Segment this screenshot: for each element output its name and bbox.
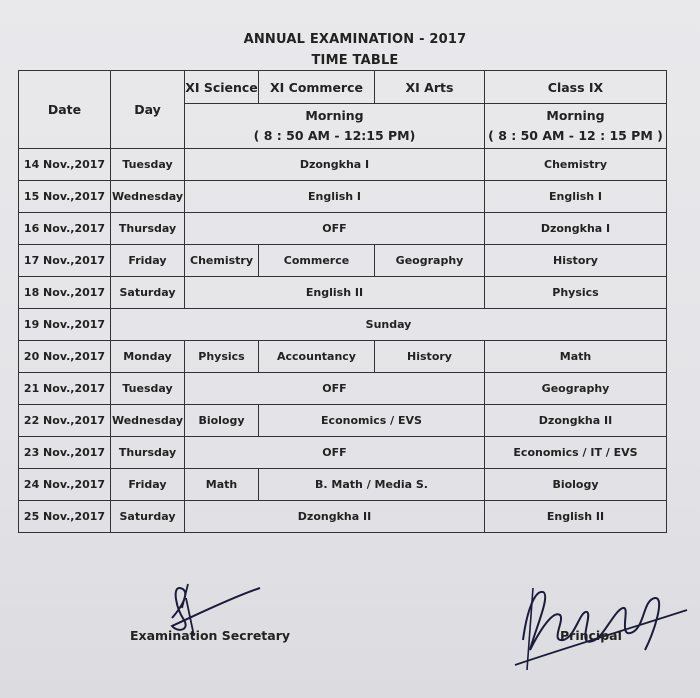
day-cell: Wednesday [111, 181, 185, 213]
day-cell: Friday [111, 469, 185, 501]
session-xi-time: ( 8 : 50 AM - 12:15 PM) [253, 128, 416, 143]
table-row [19, 469, 667, 501]
time-table [18, 70, 667, 533]
table-row [19, 149, 667, 181]
document-subtitle: TIME TABLE [311, 53, 399, 68]
holiday-cell: Sunday [111, 309, 667, 341]
ix-subject-cell: Math [485, 341, 667, 373]
arts-subject-cell: Geography [375, 245, 485, 277]
table-row [19, 501, 667, 533]
day-cell: Thursday [111, 213, 185, 245]
ix-subject-cell: History [485, 245, 667, 277]
science-subject-cell: Biology [185, 405, 259, 437]
date-cell: 16 Nov.,2017 [19, 213, 111, 245]
day-cell: Saturday [111, 501, 185, 533]
header-day: Day [111, 71, 185, 149]
commerce-subject-cell: Accountancy [259, 341, 375, 373]
date-cell: 23 Nov.,2017 [19, 437, 111, 469]
principal-signature [505, 570, 695, 680]
table-row [19, 437, 667, 469]
science-subject-cell: Chemistry [185, 245, 259, 277]
date-cell: 15 Nov.,2017 [19, 181, 111, 213]
xi-subject-cell: English II [185, 277, 485, 309]
ix-subject-cell: Geography [485, 373, 667, 405]
day-cell: Monday [111, 341, 185, 373]
date-cell: 21 Nov.,2017 [19, 373, 111, 405]
day-cell: Tuesday [111, 373, 185, 405]
principal-label: Principal [560, 628, 622, 643]
secretary-label: Examination Secretary [130, 628, 291, 643]
day-cell: Friday [111, 245, 185, 277]
date-cell: 19 Nov.,2017 [19, 309, 111, 341]
ix-subject-cell: English I [485, 181, 667, 213]
ix-subject-cell: Economics / IT / EVS [485, 437, 667, 469]
science-subject-cell: Math [185, 469, 259, 501]
date-cell: 25 Nov.,2017 [19, 501, 111, 533]
xi-subject-cell: Dzongkha II [185, 501, 485, 533]
day-cell: Saturday [111, 277, 185, 309]
ix-subject-cell: Biology [485, 469, 667, 501]
date-cell: 14 Nov.,2017 [19, 149, 111, 181]
table-row [19, 277, 667, 309]
xi-subject-cell: OFF [185, 437, 485, 469]
header-class-ix: Class IX [485, 71, 667, 104]
commerce-subject-cell: Commerce [259, 245, 375, 277]
xi-subject-cell: OFF [185, 213, 485, 245]
header-xi-commerce: XI Commerce [259, 71, 375, 104]
ix-subject-cell: Chemistry [485, 149, 667, 181]
table-row [19, 309, 667, 341]
header-xi-arts: XI Arts [375, 71, 485, 104]
xi-subject-cell: English I [185, 181, 485, 213]
table-row [19, 245, 667, 277]
date-cell: 17 Nov.,2017 [19, 245, 111, 277]
date-cell: 18 Nov.,2017 [19, 277, 111, 309]
xi-subject-cell: Dzongkha I [185, 149, 485, 181]
date-cell: 24 Nov.,2017 [19, 469, 111, 501]
table-row [19, 181, 667, 213]
document-title: ANNUAL EXAMINATION - 2017 [243, 32, 467, 47]
session-ix [485, 104, 667, 149]
session-ix-label: Morning [546, 108, 605, 123]
science-subject-cell: Physics [185, 341, 259, 373]
ix-subject-cell: Dzongkha II [485, 405, 667, 437]
date-cell: 22 Nov.,2017 [19, 405, 111, 437]
ix-subject-cell: English II [485, 501, 667, 533]
date-cell: 20 Nov.,2017 [19, 341, 111, 373]
table-row [19, 213, 667, 245]
ix-subject-cell: Dzongkha I [485, 213, 667, 245]
commerce-arts-subject-cell: B. Math / Media S. [259, 469, 485, 501]
table-row [19, 373, 667, 405]
day-cell: Wednesday [111, 405, 185, 437]
session-xi [185, 104, 485, 149]
xi-subject-cell: OFF [185, 373, 485, 405]
header-xi-science: XI Science [185, 71, 259, 104]
session-xi-label: Morning [305, 108, 364, 123]
header-date: Date [19, 71, 111, 149]
arts-subject-cell: History [375, 341, 485, 373]
commerce-arts-subject-cell: Economics / EVS [259, 405, 485, 437]
day-cell: Tuesday [111, 149, 185, 181]
table-row [19, 405, 667, 437]
table-row [19, 341, 667, 373]
session-ix-time: ( 8 : 50 AM - 12 : 15 PM ) [488, 128, 663, 143]
day-cell: Thursday [111, 437, 185, 469]
ix-subject-cell: Physics [485, 277, 667, 309]
